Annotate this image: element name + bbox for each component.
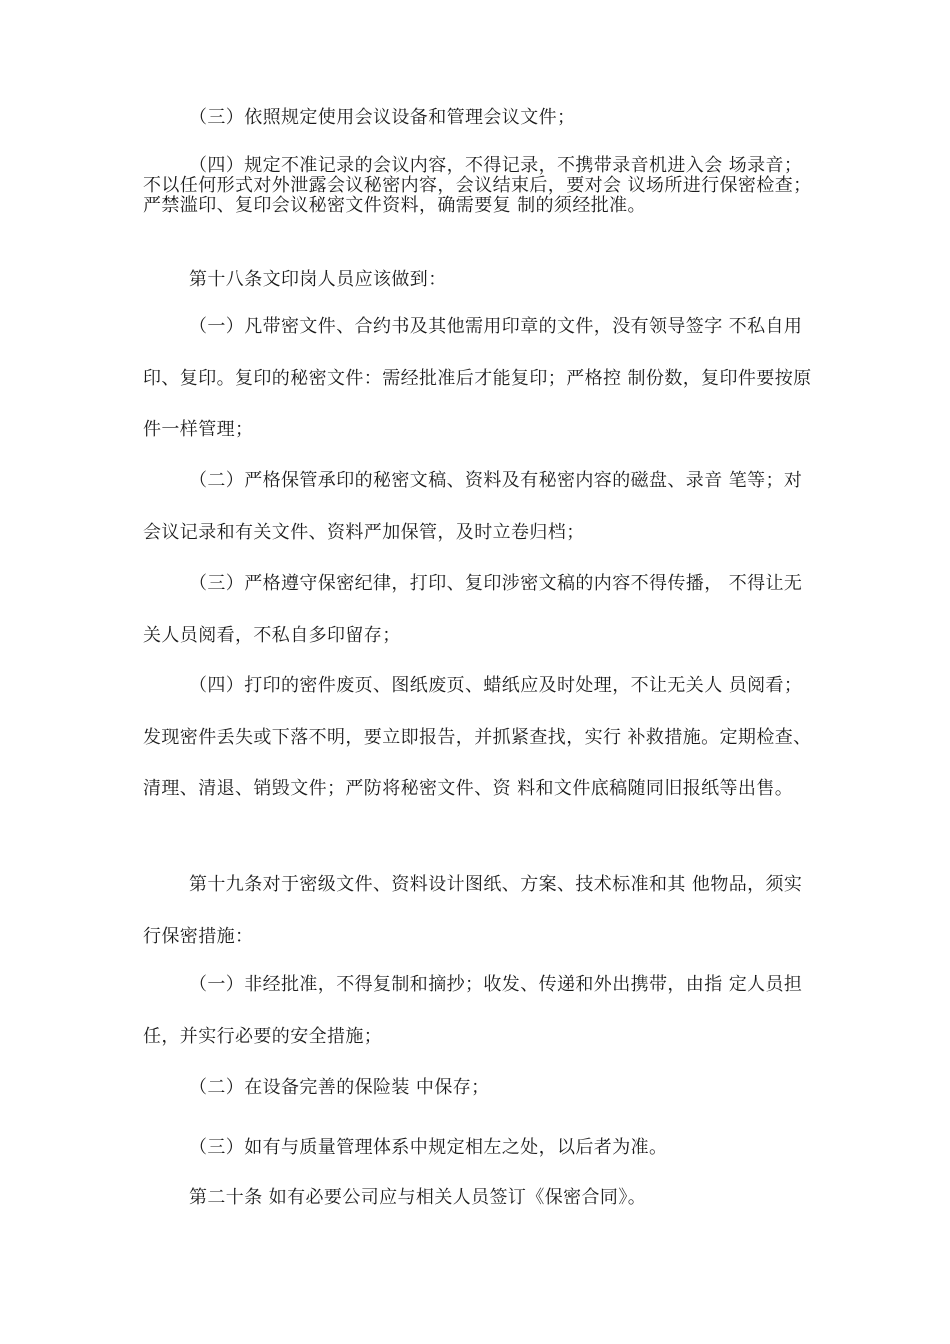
paragraph-meeting-content: （四）规定不准记录的会议内容，不得记录，不携带录音机进入会 场录音；不以任何形式对外泄露会议秘密内容，会议结束后，要对会 议场所进行保密检查；严禁滥印、复印会议秘密文件资料，确需要复 制的须经批准。 (143, 155, 812, 216)
paragraph-article-18: 第十八条文印岗人员应该做到： (189, 269, 447, 290)
paragraph-article-19: 第十九条对于密级文件、资料设计图纸、方案、技术标准和其 他物品，须实行保密措施： (143, 874, 803, 947)
paragraph-storage: （二）严格保管承印的秘密文稿、资料及有秘密内容的磁盘、录音 笔等；对会议记录和有关文件、资料严加保管，及时立卷归档； (143, 470, 803, 543)
paragraph-quality-system: （三）如有与质量管理体系中规定相左之处，以后者为准。 (189, 1137, 668, 1158)
paragraph-article-20: 第二十条 如有必要公司应与相关人员签订《保密合同》。 (189, 1187, 647, 1208)
paragraph-meeting-equipment: （三）依照规定使用会议设备和管理会议文件； (189, 107, 576, 128)
paragraph-safe-storage: （二）在设备完善的保险装 中保存； (189, 1077, 490, 1098)
paragraph-discipline: （三）严格遵守保密纪律，打印、复印涉密文稿的内容不得传播， 不得让无关人员阅看，不私自多印留存； (143, 573, 803, 646)
paragraph-waste-pages: （四）打印的密件废页、图纸废页、蜡纸应及时处理，不让无关人 员阅看；发现密件丢失或下落不明，要立即报告，并抓紧查找，实行 补救措施。定期检查、清理、清退、销毁文件；严防将秘密文件、资 料和文件底稿随同旧报纸等出售。 (143, 675, 812, 799)
paragraph-no-copy: （一）非经批准，不得复制和摘抄；收发、传递和外出携带，由指 定人员担任，并实行必要的安全措施； (143, 974, 803, 1047)
paragraph-seal-copy: （一）凡带密文件、合约书及其他需用印章的文件，没有领导签字 不私自用印、复印。复印的秘密文件：需经批准后才能复印；严格控 制份数，复印件要按原件一样管理； (143, 316, 812, 440)
